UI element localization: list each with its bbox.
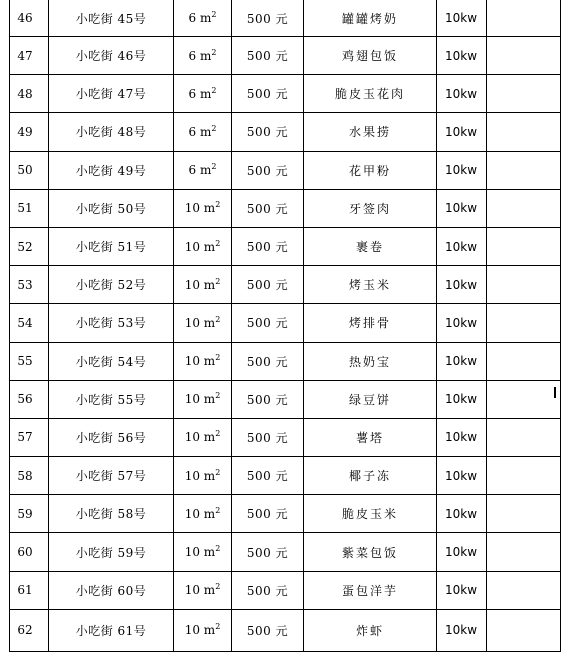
cell-stall-name[interactable] <box>49 457 174 495</box>
cell-food-item[interactable] <box>304 0 437 37</box>
cell-number-text: 61 <box>17 583 33 598</box>
cell-power-text: 10kw <box>445 239 478 254</box>
cell-stall-name-text: 小吃街 54号 <box>75 354 147 369</box>
cell-stall-name-text: 小吃街 50号 <box>75 201 147 216</box>
cell-power[interactable] <box>437 189 487 227</box>
cell-fee[interactable] <box>232 304 304 342</box>
area-unit-superscript: 2 <box>215 200 221 210</box>
cell-food-item[interactable] <box>304 418 437 456</box>
cell-area-text: 10 m <box>184 201 216 216</box>
cell-area[interactable] <box>174 227 232 265</box>
cell-area-text: 6 m <box>188 48 212 63</box>
cell-fee-text: 500 元 <box>246 49 289 64</box>
cell-fee-text: 500 元 <box>246 583 289 598</box>
cell-fee[interactable] <box>232 0 304 37</box>
cell-fee[interactable] <box>232 151 304 189</box>
cell-note[interactable] <box>487 533 561 571</box>
cell-stall-name-text: 小吃街 59号 <box>75 545 147 560</box>
area-unit-superscript: 2 <box>211 162 217 172</box>
cell-fee-text: 500 元 <box>246 430 289 445</box>
cell-fee[interactable] <box>232 227 304 265</box>
cell-number-text: 53 <box>17 277 33 292</box>
cell-number[interactable] <box>10 113 49 151</box>
cell-food-item-text: 紫菜包饭 <box>341 545 398 560</box>
cell-area-text: 10 m <box>184 239 216 254</box>
cell-number-text: 51 <box>17 201 33 216</box>
cell-stall-name[interactable] <box>49 227 174 265</box>
cell-number-text: 62 <box>17 623 33 638</box>
cell-power-text: 10kw <box>445 354 478 369</box>
table-row <box>10 609 561 651</box>
cell-number-text: 48 <box>17 86 33 101</box>
cell-fee-text: 500 元 <box>246 623 289 638</box>
area-unit-superscript: 2 <box>215 276 221 286</box>
text-cursor <box>554 387 556 398</box>
cell-stall-name-text: 小吃街 45号 <box>75 11 147 26</box>
table-row <box>10 418 561 456</box>
cell-area-text: 6 m <box>188 163 212 178</box>
cell-food-item[interactable] <box>304 342 437 380</box>
cell-food-item[interactable] <box>304 380 437 418</box>
cell-area[interactable] <box>174 380 232 418</box>
cell-power-text: 10kw <box>445 124 478 139</box>
cell-area[interactable] <box>174 342 232 380</box>
cell-power[interactable] <box>437 75 487 113</box>
cell-stall-name[interactable] <box>49 0 174 37</box>
cell-area-text: 10 m <box>184 623 216 638</box>
cell-fee-text: 500 元 <box>246 240 289 255</box>
cell-stall-name[interactable] <box>49 75 174 113</box>
cell-number[interactable] <box>10 266 49 304</box>
cell-fee-text: 500 元 <box>246 125 289 140</box>
cell-power[interactable] <box>437 495 487 533</box>
table-row <box>10 457 561 495</box>
cell-number-text: 49 <box>17 124 33 139</box>
cell-fee[interactable] <box>232 266 304 304</box>
cell-area[interactable] <box>174 75 232 113</box>
cell-fee-text: 500 元 <box>246 11 289 26</box>
cell-note[interactable] <box>487 75 561 113</box>
area-unit-superscript: 2 <box>215 622 221 632</box>
area-unit-superscript: 2 <box>211 47 217 57</box>
table-row <box>10 342 561 380</box>
cell-note[interactable] <box>487 380 561 418</box>
cell-number[interactable] <box>10 609 49 651</box>
cell-number[interactable] <box>10 342 49 380</box>
cell-food-item[interactable] <box>304 75 437 113</box>
cell-stall-name[interactable] <box>49 495 174 533</box>
cell-power-text: 10kw <box>445 545 478 560</box>
cell-stall-name-text: 小吃街 48号 <box>75 125 147 140</box>
cell-area-text: 10 m <box>184 392 216 407</box>
cell-power[interactable] <box>437 609 487 651</box>
table-row <box>10 533 561 571</box>
cell-power-text: 10kw <box>445 583 478 598</box>
area-unit-superscript: 2 <box>215 238 221 248</box>
cell-fee[interactable] <box>232 533 304 571</box>
cell-area[interactable] <box>174 609 232 651</box>
cell-area-text: 10 m <box>184 583 216 598</box>
cell-stall-name-text: 小吃街 47号 <box>75 87 147 102</box>
cell-stall-name-text: 小吃街 55号 <box>75 392 147 407</box>
cell-area-text: 10 m <box>184 277 216 292</box>
cell-number-text: 58 <box>17 468 33 483</box>
cell-note[interactable] <box>487 151 561 189</box>
cell-stall-name-text: 小吃街 61号 <box>75 623 147 638</box>
cell-power-text: 10kw <box>445 392 478 407</box>
cell-food-item-text: 炸虾 <box>355 623 384 638</box>
table-body <box>10 0 561 651</box>
cell-number[interactable] <box>10 304 49 342</box>
area-unit-superscript: 2 <box>211 123 217 133</box>
cell-food-item-text: 椰子冻 <box>348 469 391 484</box>
cell-food-item-text: 脆皮玉米 <box>341 507 398 522</box>
stall-table <box>9 0 561 652</box>
area-unit-superscript: 2 <box>215 429 221 439</box>
cell-area-text: 10 m <box>184 506 216 521</box>
cell-stall-name[interactable] <box>49 266 174 304</box>
area-unit-superscript: 2 <box>215 353 221 363</box>
area-unit-superscript: 2 <box>211 10 217 19</box>
cell-power-text: 10kw <box>445 86 478 101</box>
cell-area-text: 10 m <box>184 430 216 445</box>
cell-number[interactable] <box>10 495 49 533</box>
cell-power[interactable] <box>437 380 487 418</box>
cell-number[interactable] <box>10 533 49 571</box>
cell-food-item-text: 烤排骨 <box>348 316 391 331</box>
cell-area[interactable] <box>174 151 232 189</box>
cell-number[interactable] <box>10 151 49 189</box>
cell-food-item-text: 花甲粉 <box>348 163 391 178</box>
cell-number-text: 47 <box>17 48 33 63</box>
cell-note[interactable] <box>487 266 561 304</box>
cell-food-item[interactable] <box>304 304 437 342</box>
cell-fee-text: 500 元 <box>246 354 289 369</box>
cell-stall-name-text: 小吃街 58号 <box>75 507 147 522</box>
cell-note[interactable] <box>487 571 561 609</box>
cell-food-item[interactable] <box>304 457 437 495</box>
cell-number-text: 46 <box>17 11 33 25</box>
cell-number[interactable] <box>10 189 49 227</box>
cell-food-item-text: 绿豆饼 <box>348 392 391 407</box>
cell-power[interactable] <box>437 304 487 342</box>
table-row <box>10 0 561 37</box>
cell-power[interactable] <box>437 457 487 495</box>
cell-power-text: 10kw <box>445 277 478 292</box>
cell-stall-name-text: 小吃街 56号 <box>75 430 147 445</box>
cell-food-item[interactable] <box>304 189 437 227</box>
cell-power[interactable] <box>437 227 487 265</box>
cell-area[interactable] <box>174 304 232 342</box>
cell-fee-text: 500 元 <box>246 278 289 293</box>
cell-number-text: 55 <box>17 354 33 369</box>
cell-fee[interactable] <box>232 571 304 609</box>
area-unit-superscript: 2 <box>211 85 217 95</box>
cell-fee[interactable] <box>232 495 304 533</box>
cell-food-item[interactable] <box>304 609 437 651</box>
cell-stall-name-text: 小吃街 51号 <box>75 240 147 255</box>
cell-area-text: 10 m <box>184 468 216 483</box>
cell-number[interactable] <box>10 571 49 609</box>
cell-fee[interactable] <box>232 113 304 151</box>
cell-number[interactable] <box>10 457 49 495</box>
cell-food-item-text: 水果捞 <box>348 125 391 140</box>
cell-food-item-text: 烤玉米 <box>348 278 391 293</box>
cell-area-text: 6 m <box>188 86 212 101</box>
table-row <box>10 37 561 75</box>
cell-power[interactable] <box>437 151 487 189</box>
cell-stall-name[interactable] <box>49 342 174 380</box>
cell-fee[interactable] <box>232 342 304 380</box>
cell-fee[interactable] <box>232 37 304 75</box>
cell-stall-name[interactable] <box>49 571 174 609</box>
cell-area[interactable] <box>174 189 232 227</box>
cell-stall-name[interactable] <box>49 609 174 651</box>
cell-power-text: 10kw <box>445 623 478 638</box>
area-unit-superscript: 2 <box>215 582 221 592</box>
cell-food-item[interactable] <box>304 266 437 304</box>
cell-food-item-text: 牙签肉 <box>348 201 391 216</box>
cell-area[interactable] <box>174 571 232 609</box>
cell-note[interactable] <box>487 418 561 456</box>
cell-number-text: 57 <box>17 430 33 445</box>
cell-food-item[interactable] <box>304 37 437 75</box>
cell-stall-name-text: 小吃街 52号 <box>75 278 147 293</box>
cell-area[interactable] <box>174 37 232 75</box>
cell-food-item-text: 薯塔 <box>355 430 384 445</box>
cell-area[interactable] <box>174 495 232 533</box>
table-row <box>10 227 561 265</box>
cell-stall-name[interactable] <box>49 304 174 342</box>
table-row <box>10 495 561 533</box>
cell-area[interactable] <box>174 418 232 456</box>
area-unit-superscript: 2 <box>215 467 221 477</box>
cell-stall-name-text: 小吃街 53号 <box>75 316 147 331</box>
cell-power-text: 10kw <box>445 315 478 330</box>
cell-food-item[interactable] <box>304 113 437 151</box>
cell-power-text: 10kw <box>445 48 478 63</box>
cell-fee-text: 500 元 <box>246 87 289 102</box>
cell-area[interactable] <box>174 266 232 304</box>
cell-note[interactable] <box>487 227 561 265</box>
cell-area-text: 6 m <box>188 11 212 25</box>
cell-food-item-text: 裹卷 <box>355 240 384 255</box>
cell-fee[interactable] <box>232 457 304 495</box>
cell-number-text: 52 <box>17 239 33 254</box>
table-row <box>10 151 561 189</box>
cell-fee[interactable] <box>232 380 304 418</box>
cell-power[interactable] <box>437 533 487 571</box>
cell-area[interactable] <box>174 0 232 37</box>
cell-fee[interactable] <box>232 75 304 113</box>
cell-number[interactable] <box>10 380 49 418</box>
table-row <box>10 189 561 227</box>
cell-stall-name-text: 小吃街 49号 <box>75 163 147 178</box>
table-row <box>10 304 561 342</box>
cell-area-text: 10 m <box>184 545 216 560</box>
cell-food-item-text: 脆皮玉花肉 <box>334 87 405 102</box>
cell-food-item[interactable] <box>304 533 437 571</box>
cell-food-item-text: 鸡翅包饭 <box>341 49 398 64</box>
cell-food-item[interactable] <box>304 571 437 609</box>
cell-note[interactable] <box>487 609 561 651</box>
cell-power-text: 10kw <box>445 201 478 216</box>
cell-note[interactable] <box>487 0 561 37</box>
cell-number[interactable] <box>10 418 49 456</box>
cell-fee[interactable] <box>232 418 304 456</box>
cell-note[interactable] <box>487 457 561 495</box>
cell-fee-text: 500 元 <box>246 545 289 560</box>
cell-food-item-text: 蛋包洋芋 <box>341 583 398 598</box>
cell-number[interactable] <box>10 37 49 75</box>
cell-power-text: 10kw <box>445 430 478 445</box>
area-unit-superscript: 2 <box>215 391 221 401</box>
cell-area-text: 6 m <box>188 124 212 139</box>
cell-power-text: 10kw <box>445 11 478 25</box>
cell-note[interactable] <box>487 37 561 75</box>
area-unit-superscript: 2 <box>215 314 221 324</box>
cell-power[interactable] <box>437 342 487 380</box>
area-unit-superscript: 2 <box>215 505 221 515</box>
cell-power[interactable] <box>437 418 487 456</box>
cell-number-text: 54 <box>17 315 33 330</box>
cell-power[interactable] <box>437 37 487 75</box>
cell-stall-name-text: 小吃街 57号 <box>75 469 147 484</box>
table-row <box>10 380 561 418</box>
cell-number-text: 59 <box>17 506 33 521</box>
cell-stall-name[interactable] <box>49 151 174 189</box>
cell-number[interactable] <box>10 227 49 265</box>
cell-power-text: 10kw <box>445 506 478 521</box>
cell-number-text: 50 <box>17 163 33 178</box>
cell-note[interactable] <box>487 304 561 342</box>
cell-number-text: 56 <box>17 392 33 407</box>
cell-area-text: 10 m <box>184 354 216 369</box>
cell-fee-text: 500 元 <box>246 163 289 178</box>
cell-food-item[interactable] <box>304 227 437 265</box>
area-unit-superscript: 2 <box>215 544 221 554</box>
cell-power[interactable] <box>437 113 487 151</box>
cell-note[interactable] <box>487 495 561 533</box>
cell-area[interactable] <box>174 113 232 151</box>
cell-fee-text: 500 元 <box>246 392 289 407</box>
table-row <box>10 75 561 113</box>
cell-area[interactable] <box>174 457 232 495</box>
cell-number[interactable] <box>10 0 49 37</box>
cell-stall-name-text: 小吃街 46号 <box>75 49 147 64</box>
cell-stall-name-text: 小吃街 60号 <box>75 583 147 598</box>
cell-food-item-text: 罐罐烤奶 <box>341 11 398 26</box>
cell-power[interactable] <box>437 266 487 304</box>
cell-food-item-text: 热奶宝 <box>348 354 391 369</box>
cell-fee-text: 500 元 <box>246 507 289 522</box>
cell-area-text: 10 m <box>184 315 216 330</box>
table-row <box>10 113 561 151</box>
cell-number-text: 60 <box>17 545 33 560</box>
cell-fee-text: 500 元 <box>246 201 289 216</box>
cell-note[interactable] <box>487 342 561 380</box>
cell-power[interactable] <box>437 571 487 609</box>
cell-stall-name[interactable] <box>49 113 174 151</box>
cell-stall-name[interactable] <box>49 418 174 456</box>
cell-fee-text: 500 元 <box>246 316 289 331</box>
cell-stall-name[interactable] <box>49 380 174 418</box>
cell-power-text: 10kw <box>445 468 478 483</box>
table-row <box>10 571 561 609</box>
cell-food-item[interactable] <box>304 151 437 189</box>
cell-note[interactable] <box>487 189 561 227</box>
cell-fee[interactable] <box>232 189 304 227</box>
cell-power-text: 10kw <box>445 163 478 178</box>
cell-food-item[interactable] <box>304 495 437 533</box>
cell-power[interactable] <box>437 0 487 37</box>
cell-area[interactable] <box>174 533 232 571</box>
cell-number[interactable] <box>10 75 49 113</box>
cell-fee[interactable] <box>232 609 304 651</box>
cell-stall-name[interactable] <box>49 189 174 227</box>
cell-note[interactable] <box>487 113 561 151</box>
cell-fee-text: 500 元 <box>246 469 289 484</box>
cell-stall-name[interactable] <box>49 533 174 571</box>
cell-stall-name[interactable] <box>49 37 174 75</box>
table-row <box>10 266 561 304</box>
